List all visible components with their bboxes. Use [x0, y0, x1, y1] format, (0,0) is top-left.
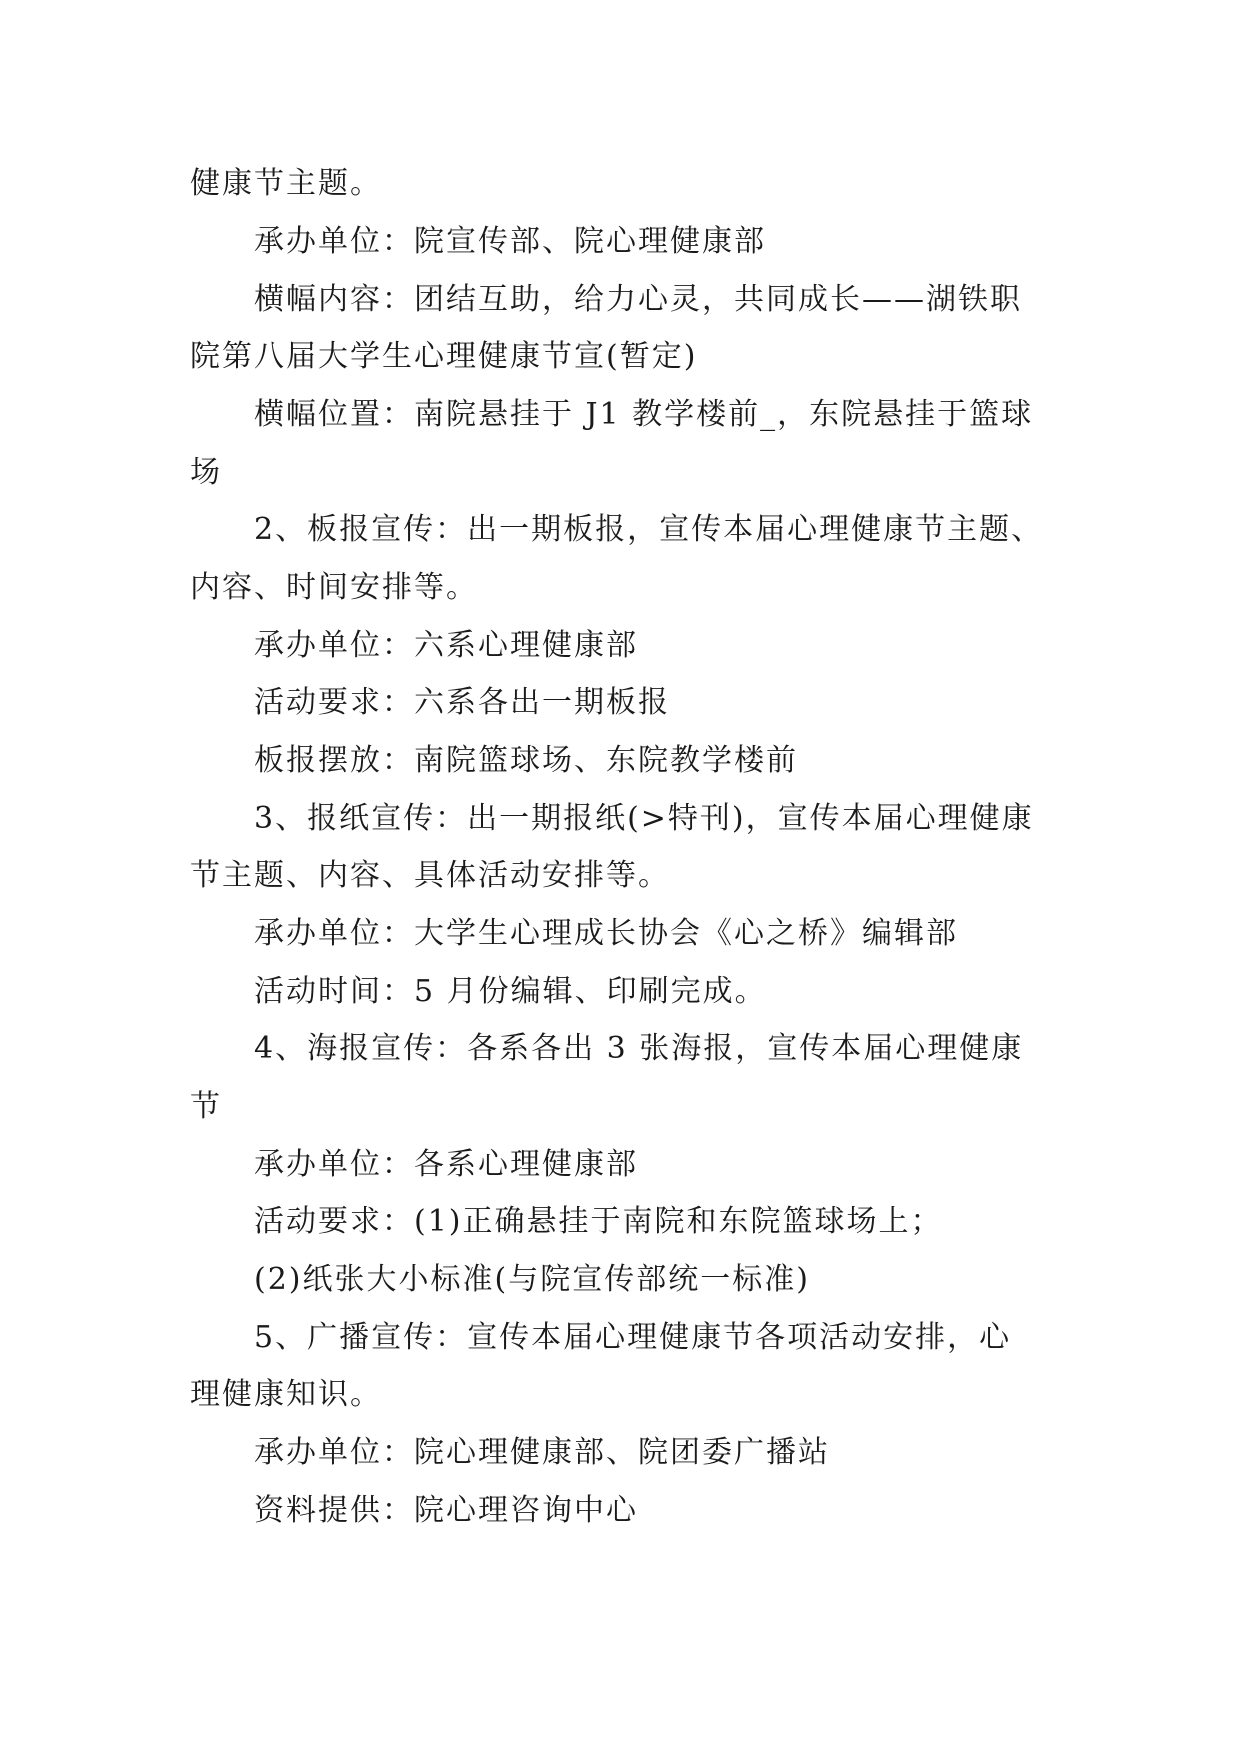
- text-line-14: 承办单位：大学生心理成长协会《心之桥》编辑部: [254, 916, 958, 951]
- text-line-18: 承办单位：各系心理健康部: [254, 1147, 638, 1182]
- text-line-24: 资料提供：院心理咨询中心: [254, 1493, 638, 1528]
- text-line-3: 横幅内容：团结互助，给力心灵，共同成长——湖铁职: [254, 282, 1022, 317]
- text-line-22: 理健康知识。: [190, 1377, 382, 1412]
- text-line-21: 5、广播宣传：宣传本届心理健康节各项活动安排，心: [254, 1320, 1012, 1355]
- text-line-16: 4、海报宣传：各系各出 3 张海报，宣传本届心理健康: [254, 1031, 1024, 1066]
- text-line-9: 承办单位：六系心理健康部: [254, 628, 638, 663]
- text-line-6: 场: [190, 455, 222, 490]
- text-line-11: 板报摆放：南院篮球场、东院教学楼前: [254, 743, 798, 778]
- text-line-23: 承办单位：院心理健康部、院团委广播站: [254, 1435, 830, 1470]
- text-line-2: 承办单位：院宣传部、院心理健康部: [254, 224, 766, 259]
- text-line-12: 3、报纸宣传：出一期报纸(>特刊)，宣传本届心理健康: [254, 801, 1034, 836]
- text-line-10: 活动要求：六系各出一期板报: [254, 685, 670, 720]
- text-line-19: 活动要求：(1)正确悬挂于南院和东院篮球场上；: [254, 1204, 943, 1239]
- text-line-7: 2、板报宣传：出一期板报，宣传本届心理健康节主题、: [254, 512, 1044, 547]
- text-line-20: (2)纸张大小标准(与院宣传部统一标准): [254, 1262, 810, 1297]
- text-line-17: 节: [190, 1089, 222, 1124]
- text-line-1: 健康节主题。: [190, 166, 382, 201]
- text-line-13: 节主题、内容、具体活动安排等。: [190, 858, 670, 893]
- text-line-5: 横幅位置：南院悬挂于 J1 教学楼前_，东院悬挂于篮球: [254, 397, 1034, 432]
- text-line-8: 内容、时间安排等。: [190, 570, 478, 605]
- text-line-4: 院第八届大学生心理健康节宣(暂定): [190, 339, 698, 374]
- text-line-15: 活动时间：5 月份编辑、印刷完成。: [254, 974, 767, 1009]
